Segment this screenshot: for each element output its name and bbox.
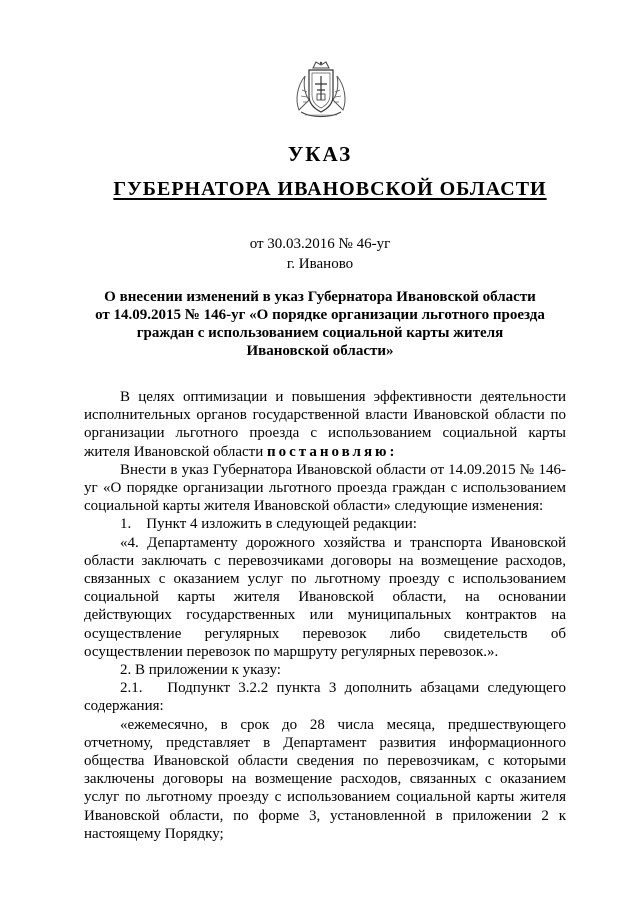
body-paragraph: 2. В приложении к указу: xyxy=(120,662,281,679)
document-type-title: УКАЗ xyxy=(287,142,353,166)
decree-subject xyxy=(70,288,570,360)
body-paragraph: «4. Департаменту дорожного хозяйства и транспорта Ивановской области заключать с перевозчиками договоры на возмещение расходов, связанных с оказанием услуг по льготному проезду с использованием социальной карты жителя Ивановской области, на основании действующих государственных или муниципальных контрактов на осуществление регулярных перевозок либо свидетельств об осуществлении перевозок по маршруту регулярных перевозок.». xyxy=(84,534,566,660)
decree-date-number: от 30.03.2016 № 46-уг xyxy=(249,236,391,252)
subject-line: от 14.09.2015 № 146-уг «О порядке организации льготного проезда xyxy=(95,307,545,323)
body-paragraph: 1. Пункт 4 изложить в следующей редакции: xyxy=(120,516,417,533)
subject-line: О внесении изменений в указ Губернатора Ивановской области xyxy=(104,289,536,305)
body-paragraph: Внести в указ Губернатора Ивановской области от 14.09.2015 № 146-уг «О порядке организации льготного проезда граждан с использованием социальной карты жителя Ивановской области» следующие изменения: xyxy=(84,461,566,515)
subject-line: Ивановской области» xyxy=(246,343,394,359)
preamble-paragraph xyxy=(84,388,566,461)
preamble-text: В целях оптимизации и повышения эффективности деятельности исполнительных органов государственной власти Ивановской области по организации льготного проезда с использованием социальной карты жителя Ивановской области xyxy=(84,389,566,460)
subject-line: граждан с использованием социальной карты жителя xyxy=(136,325,504,341)
decree-body xyxy=(84,388,566,843)
decree-keyword: постановляю: xyxy=(267,443,398,460)
coat-of-arms-emblem xyxy=(293,60,349,120)
decree-city: г. Иваново xyxy=(286,256,354,272)
body-paragraph: «ежемесячно, в срок до 28 числа месяца, предшествующего отчетному, представляет в Департамент развития информационного общества Ивановской области сведения по перевозчикам, с которыми заключены договоры на возмещение расходов, связанных с оказанием услуг по льготному проезду с использованием социальной карты жителя Ивановской области, по форме 3, установленной в приложении 2 к настоящему Порядку; xyxy=(84,716,566,842)
body-paragraph: 2.1. Подпункт 3.2.2 пункта 3 дополнить абзацами следующего содержания: xyxy=(84,680,566,715)
issuing-authority-title: ГУБЕРНАТОРА ИВАНОВСКОЙ ОБЛАСТИ xyxy=(113,178,547,200)
